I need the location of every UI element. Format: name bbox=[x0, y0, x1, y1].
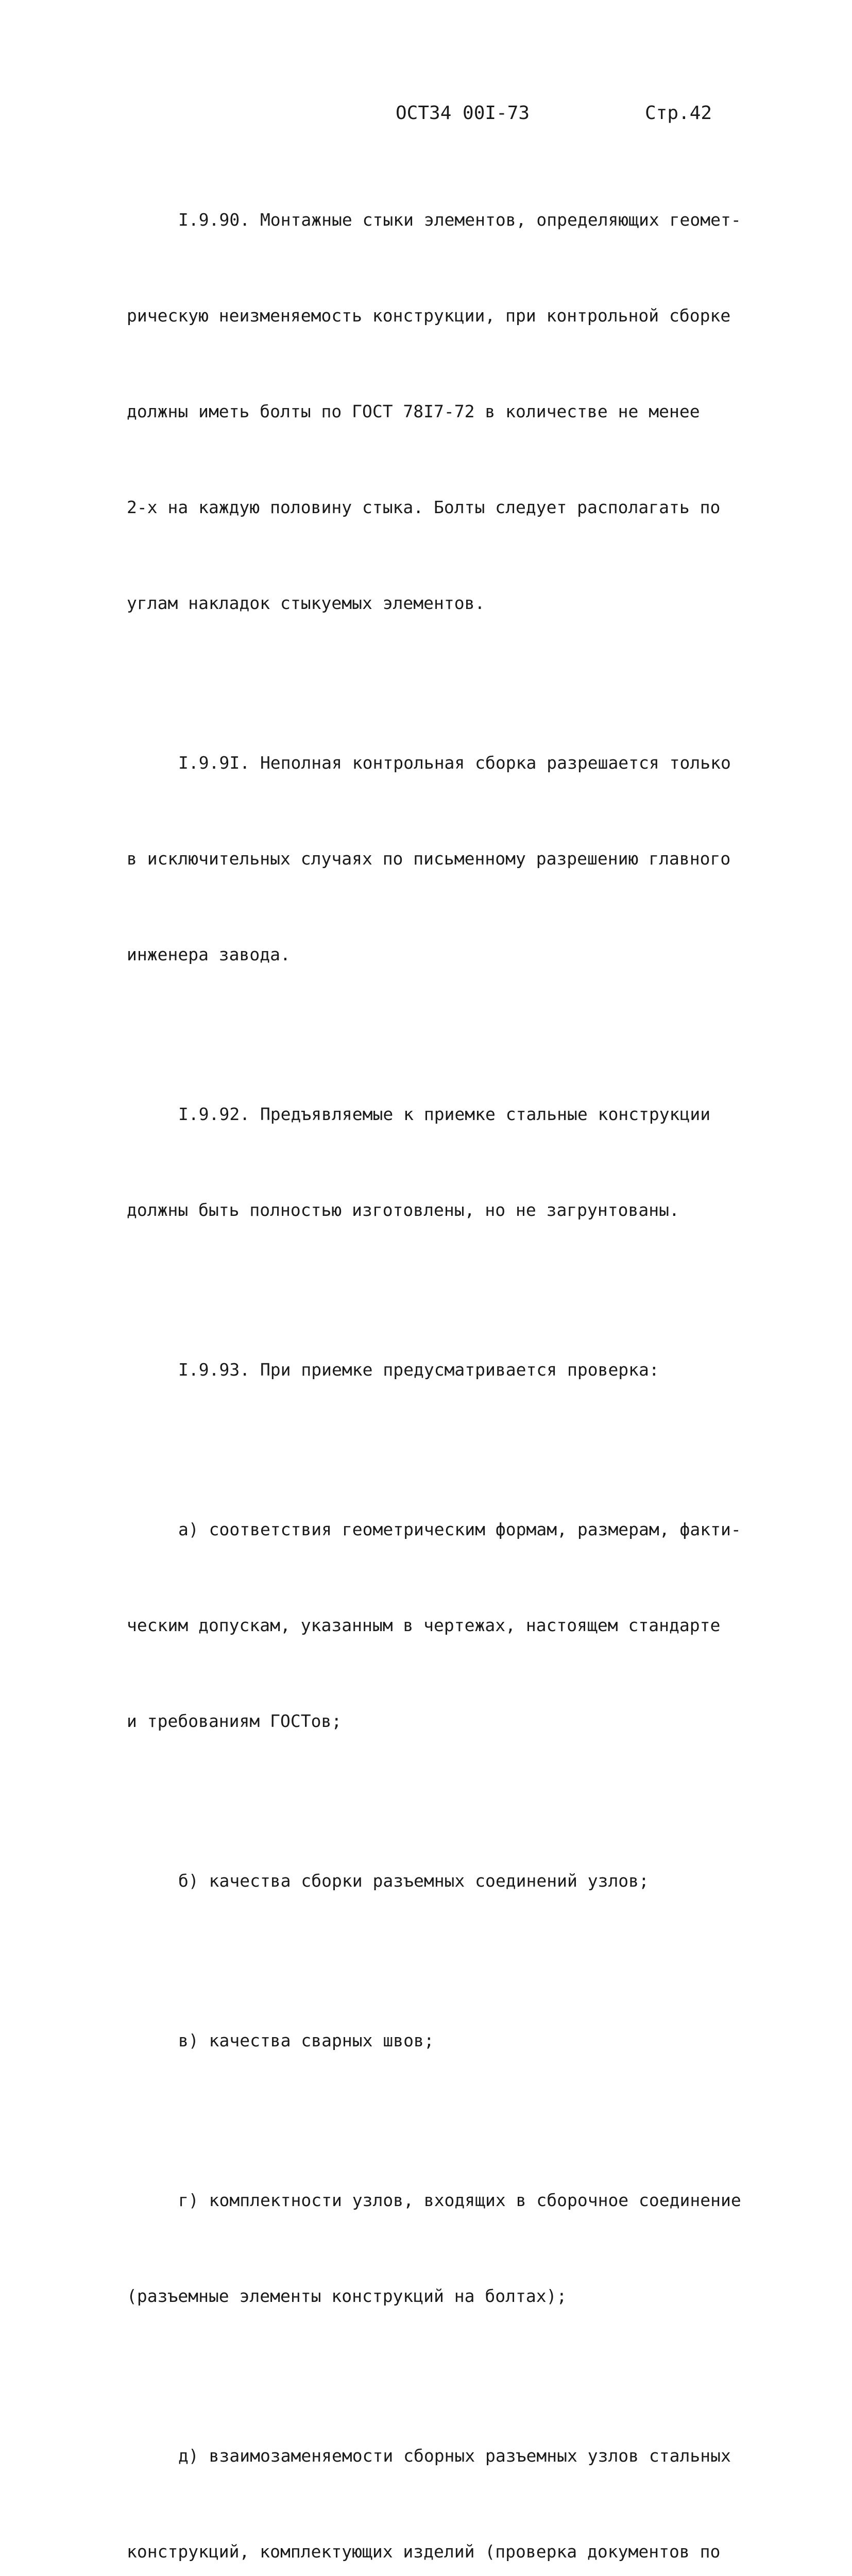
text-line: углам накладок стыкуемых элементов. bbox=[127, 593, 485, 613]
list-item-d bbox=[127, 2376, 735, 2576]
text-line: и требованиям ГОСТов; bbox=[127, 1711, 342, 1731]
text-line: конструкций, комплектующих изделий (проверка документов по bbox=[127, 2541, 721, 2562]
clause-1-9-93 bbox=[127, 1290, 735, 1450]
document-body bbox=[127, 140, 741, 2576]
text-line: 2-х на каждую половину стыка. Болты следует располагать по bbox=[127, 497, 721, 517]
page-header bbox=[0, 101, 852, 126]
text-line: (разъемные элементы конструкций на болтах); bbox=[127, 2286, 567, 2306]
list-item-b bbox=[127, 1801, 735, 1961]
document-code: ОСТ34 00I-73 bbox=[396, 103, 530, 124]
text-line: I.9.90. Монтажные стыки элементов, определяющих геомет- bbox=[178, 210, 741, 230]
text-line: б) качества сборки разъемных соединений узлов; bbox=[178, 1871, 649, 1891]
list-item-v bbox=[127, 1961, 735, 2121]
text-line: I.9.92. Предъявляемые к приемке стальные конструкции bbox=[178, 1104, 711, 1124]
text-line: должны иметь болты по ГОСТ 78I7-72 в количестве не менее bbox=[127, 401, 700, 421]
text-line: в) качества сварных швов; bbox=[178, 2030, 434, 2050]
list-item-g bbox=[127, 2121, 741, 2376]
text-line: I.9.9I. Неполная контрольная сборка разрешается только bbox=[178, 753, 731, 773]
clause-1-9-92 bbox=[127, 1035, 735, 1290]
text-line: а) соответствия геометрическим формам, размерам, факти- bbox=[178, 1519, 741, 1539]
text-line: в исключительных случаях по письменному разрешению главного bbox=[127, 849, 731, 869]
text-line: должны быть полностью изготовлены, но не загрунтованы. bbox=[127, 1200, 679, 1220]
text-line: I.9.93. При приемке предусматривается проверка: bbox=[178, 1360, 659, 1380]
list-item-a bbox=[127, 1450, 741, 1801]
clause-1-9-91 bbox=[127, 683, 735, 1035]
text-line: д) взаимозаменяемости сборных разъемных узлов стальных bbox=[178, 2446, 731, 2466]
page-number: Стр.42 bbox=[645, 103, 712, 124]
text-line: ческим допускам, указанным в чертежах, настоящем стандарте bbox=[127, 1615, 721, 1635]
text-line: г) комплектности узлов, входящих в сборочное соединение bbox=[178, 2190, 741, 2210]
clause-1-9-90 bbox=[127, 140, 741, 683]
text-line: рическую неизменяемость конструкции, при контрольной сборке bbox=[127, 306, 731, 326]
text-line: инженера завода. bbox=[127, 944, 291, 964]
